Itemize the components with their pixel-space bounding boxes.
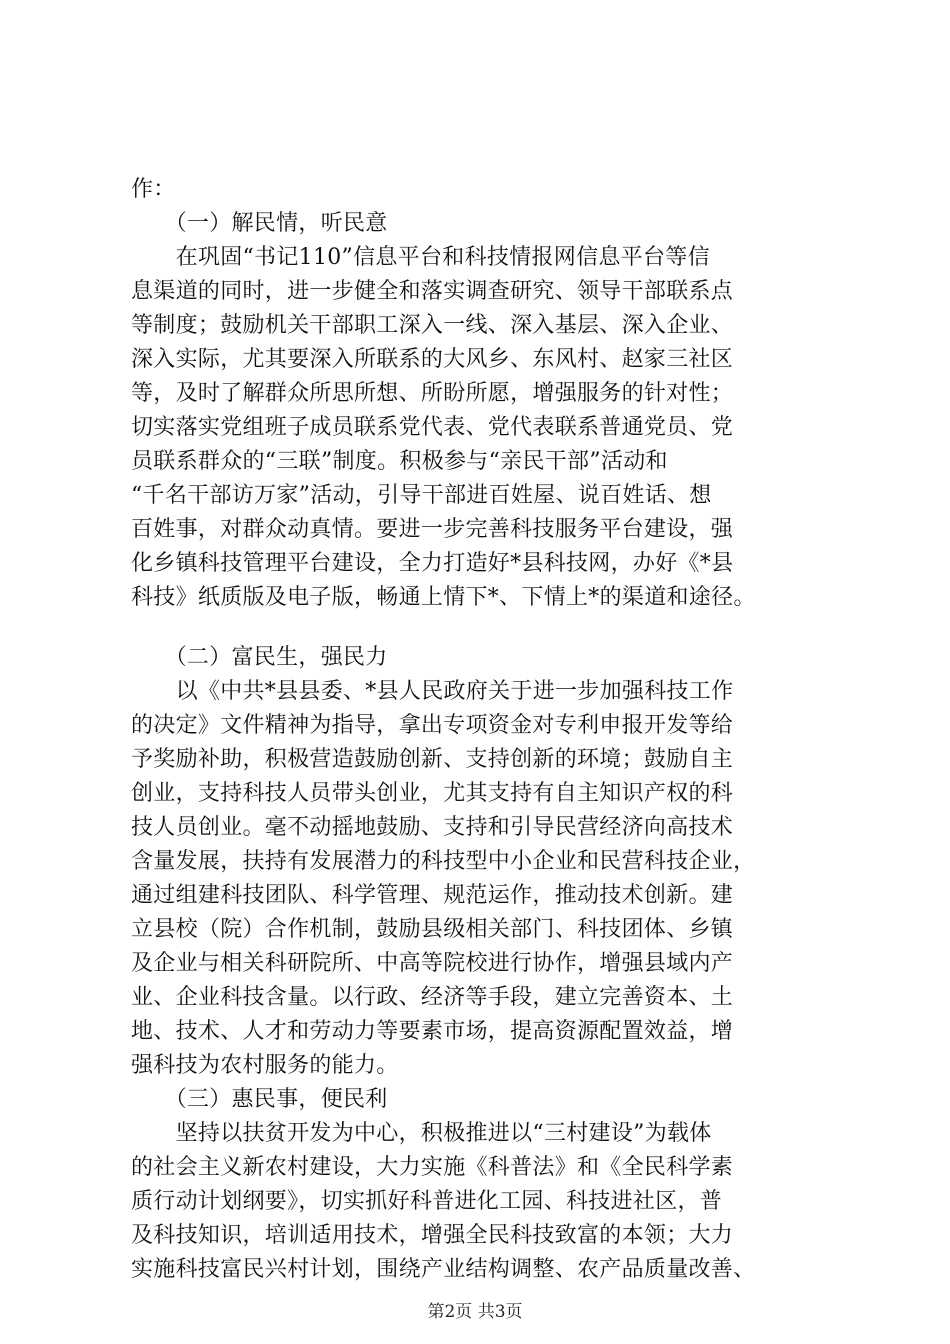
- text-line: 技人员创业。毫不动摇地鼓励、支持和引导民营经济向高技术: [131, 815, 734, 840]
- text-line: 业、企业科技含量。以行政、经济等手段，建立完善资本、土: [131, 985, 734, 1010]
- text-line: 实施科技富民兴村计划，围绕产业结构调整、农产品质量改善、: [131, 1257, 756, 1282]
- text-line: 员联系群众的“三联”制度。积极参与“亲民干部”活动和: [131, 449, 668, 474]
- text-line: 息渠道的同时，进一步健全和落实调查研究、领导干部联系点: [131, 279, 734, 304]
- section-heading-3: （三）惠民事，便民利: [131, 1087, 388, 1112]
- text-line: 作：: [131, 177, 176, 202]
- text-line: 百姓事，对群众动真情。要进一步完善科技服务平台建设，强: [131, 517, 734, 542]
- text-line: 深入实际，尤其要深入所联系的大风乡、东风村、赵家三社区: [131, 347, 734, 372]
- section-heading-1: （一）解民情，听民意: [131, 211, 388, 236]
- text-line: 通过组建科技团队、科学管理、规范运作，推动技术创新。建: [131, 883, 734, 908]
- text-line: 予奖励补助，积极营造鼓励创新、支持创新的环境；鼓励自主: [131, 747, 734, 772]
- text-line: 在巩固“书记110”信息平台和科技情报网信息平台等信: [131, 245, 710, 270]
- text-line: 科技》纸质版及电子版，畅通上情下*、下情上*的渠道和途径。: [131, 585, 756, 610]
- text-line: 地、技术、人才和劳动力等要素市场，提高资源配置效益，增: [131, 1019, 734, 1044]
- text-line: 的决定》文件精神为指导，拿出专项资金对专利申报开发等给: [131, 713, 734, 738]
- text-line: 及企业与相关科研院所、中高等院校进行协作，增强县域内产: [131, 951, 734, 976]
- text-line: “千名干部访万家”活动，引导干部进百姓屋、说百姓话、想: [131, 483, 712, 508]
- page-number: 第2页 共3页: [427, 1302, 523, 1322]
- text-line: 等，及时了解群众所思所想、所盼所愿，增强服务的针对性；: [131, 381, 734, 406]
- text-line: 创业，支持科技人员带头创业，尤其支持有自主知识产权的科: [131, 781, 734, 806]
- text-line: 以《中共*县县委、*县人民政府关于进一步加强科技工作: [131, 679, 734, 704]
- text-line: 质行动计划纲要》，切实抓好科普进化工园、科技进社区，普: [131, 1189, 723, 1214]
- text-line: 切实落实党组班子成员联系党代表、党代表联系普通党员、党: [131, 415, 734, 440]
- text-line: 化乡镇科技管理平台建设，全力打造好*县科技网，办好《*县: [131, 551, 734, 576]
- text-line: 等制度；鼓励机关干部职工深入一线、深入基层、深入企业、: [131, 313, 734, 338]
- text-line: 坚持以扶贫开发为中心，积极推进以“三村建设”为载体: [131, 1121, 712, 1146]
- text-line: 立县校（院）合作机制，鼓励县级相关部门、科技团体、乡镇: [131, 917, 734, 942]
- text-line: 的社会主义新农村建设，大力实施《科普法》和《全民科学素: [131, 1155, 734, 1180]
- section-heading-2: （二）富民生，强民力: [131, 645, 388, 670]
- text-line: 强科技为农村服务的能力。: [131, 1053, 399, 1078]
- text-line: 及科技知识，培训适用技术，增强全民科技致富的本领；大力: [131, 1223, 734, 1248]
- text-line: 含量发展，扶持有发展潜力的科技型中小企业和民营科技企业，: [131, 849, 756, 874]
